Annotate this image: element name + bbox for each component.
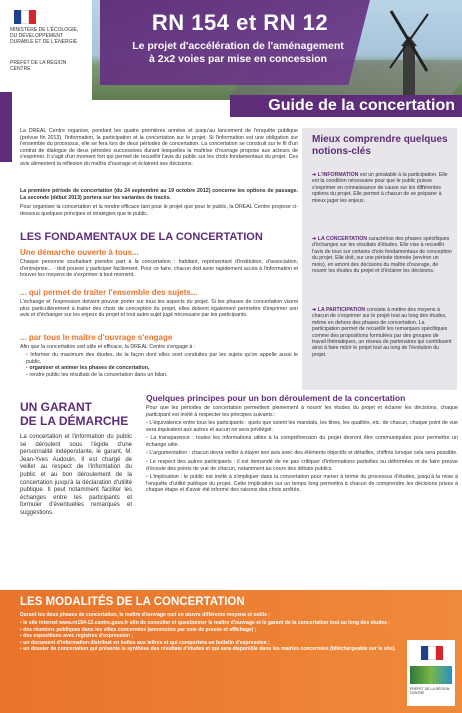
- notions-title-line-1: Mieux comprendre quelques: [312, 134, 448, 145]
- left-strip: [0, 92, 12, 162]
- list-item: • La transparence : toutes les informations utiles à la compréhension du projet devront être communiquées pour permettre un échange utile.: [146, 435, 458, 448]
- principes-title: Quelques principes pour un bon déroulement de la concertation: [146, 393, 406, 403]
- notions-title: [312, 134, 452, 158]
- notion-item: ➔ LA PARTICIPATION consiste à mettre des moyens à chacun de s'exprimer sur le projet tout au long des études, même en dehors des phases de concertation. La participation permet de recueillir les remarques spécifiques comme des propositions formulées par des groupes de travail thématiques, un réseau de partenaires qui contribuent ainsi à faire mûrir le projet tout au long de l'évolution du projet.: [312, 307, 452, 358]
- page-subtitle: [118, 40, 358, 66]
- fondamentaux-heading-1: Une démarche ouverte à tous...: [20, 248, 139, 257]
- garant-title-line-2: DE LA DÉMARCHE: [20, 414, 129, 428]
- engagement-list: [26, 352, 298, 378]
- principes-intro: Pour que les périodes de concertation permettent pleinement à nourrir les études du projet et éclairer les décisions, chaque participant est invité à respecter les principes suivants :: [146, 405, 458, 418]
- list-item: • rendre public les résultats de la concertation dans un bilan.: [26, 371, 168, 378]
- notion-item: ➔ LA CONCERTATION caractérise des phases spécifiques d'échanges sur les résultats d'études. Elle vise à recueillir l'avis de tous sur certains choix fondamentaux de conception du projet. Elle doit, sur une période donnée (environ un mois), en amont des décisions du maître d'ouvrage, de nourrir les études du projet et d'éclairer les décisions.: [312, 236, 452, 275]
- fondamentaux-paragraph-2: L'échange et l'expression doivent pouvoir porter sur tous les aspects du projet. Si les phases de concertation visent plus particulièrement à traiter des choix de conception du projet, elles doivent également permettre d'exprimer son avis et d'échanger sur les enjeux du projet et tout autre sujet jugé nécessaire par les participants.: [20, 299, 298, 319]
- windmill-icon: [388, 6, 430, 96]
- principes-list: [146, 420, 458, 494]
- garant-title: [20, 400, 128, 428]
- page-title: RN 154 et RN 12: [151, 10, 329, 35]
- intro-paragraph-1: La DREAL Centre organise, pendant les quatre premières années et jusqu'au lancement de l'enquête publique (prévue fin 2013), l'information, la participation et la concertation sur le projet. Si l'information est une obligation sur l'ensemble du processus, elle se fera lors de deux périodes de concertation. La concertation se construit sur le fil d'un contrat de dialogue de deux périodes successives durant lesquelles la maîtrise d'ouvrage propose aux acteurs de s'exprimer. Il s'agit d'un moment fort qui permet de recueillir l'avis du public sur les choix fondamentaux du projet. Ces avis alimentent la réflexion du maître d'ouvrage et éclairent ses décisions.: [20, 128, 298, 167]
- prefet-logo: [407, 640, 455, 706]
- prefet-label: PRÉFET DE LA RÉGION CENTRE: [10, 60, 67, 72]
- list-item: • des expositions avec registres d'expression ;: [20, 633, 134, 639]
- garant-paragraph: La concertation et l'information du public se déroulent sous l'égide d'une personnalité indépendante, le garant, M. Jean-Yves Audouin. Il est chargé de veiller au respect de l'information du public et au bon déroulement de la concertation jusqu'à la déclaration d'utilité publique. Il peut notamment faciliter les échanges entre les participants et formuler d'éventuelles remarques et suggestions.: [20, 434, 132, 516]
- list-item: • organiser et animer les phases de concertation,: [26, 365, 150, 372]
- ministry-label: MINISTÈRE DE L'ÉCOLOGIE, DU DÉVELOPPEMENT DURABLE ET DE L'ÉNERGIE: [10, 27, 79, 45]
- fondamentaux-heading-2: ... qui permet de traiter l'ensemble des sujets...: [20, 288, 198, 297]
- logo-stripes: [410, 666, 452, 684]
- list-item: • Informer du maximum des études, de la façon dont elles sont conduites par les sujets qu'on appelle aussi le public,: [26, 352, 299, 365]
- republic-flag-icon: [14, 10, 36, 24]
- garant-title-line-1: UN GARANT: [20, 400, 92, 414]
- list-item: • Le respect des autres participants : il est demandé de ne pas critiquer d'informations partielles ou déformées et de faire preuve d'écoute des points de vue de chacun, notamment au cours des débats publics.: [146, 458, 458, 472]
- list-item: • L'implication : le public est invité à s'impliquer dans la concertation pour mener à terme du processus d'études, jusqu'à la mise à l'enquête d'utilité publique du projet. Cette implication sur un temps long permettra à chacun de comprendre les décisions prises à chaque étape et d'avoir été informé des raisons des choix arrêtés.: [146, 474, 459, 494]
- republic-flag-icon: [421, 646, 443, 660]
- modalites-list: [20, 620, 400, 653]
- subtitle-line-2: à 2x2 voies par mise en concession: [148, 53, 327, 65]
- modalites-intro: Durant les deux phases de concertation, le maître d'ouvrage met en œuvre différents moyens et outils :: [20, 612, 271, 618]
- intro-paragraph-3: Pour organiser la concertation et la rendre efficace tant pour le projet que pour le public, la DREAL Centre propose ci-dessous quelques principes et stratégies que le public.: [20, 204, 298, 217]
- intro-paragraph-2: La première période de concertation (du 24 septembre au 19 octobre 2012) concerne les options de passage. La seconde (début 2013) portera sur les variantes de tracés.: [20, 188, 298, 201]
- list-item: • le site internet www.rn154-12.centre.gouv.fr afin de consulter et questionner le maître d'ouvrage et le garant de la concertation tout au long des études ;: [20, 620, 391, 626]
- logo-caption: PRÉFET DE LA RÉGION CENTRE: [410, 687, 450, 695]
- notion-item: ➔ L'INFORMATION est un préalable à la participation. Elle est la condition nécessaire pour que le public puisse s'exprimer en connaissance de cause sur les différentes options du projet. Elle permet à chacun de se préparer à mieux juger les enjeux.: [312, 172, 448, 204]
- subtitle-line-1: Le projet d'accélération de l'aménagement: [132, 40, 344, 52]
- fondamentaux-heading-3: ... par tous le maître d'ouvrage s'engage: [20, 333, 173, 342]
- fondamentaux-paragraph-1: Chaque personne souhaitant prendre part à la concertation : habitant, représentant d'institution, d'association, d'entreprise... - doit pouvoir y participer facilement. Pour ce faire, chacun doit avoir rapidement accès à l'information et trouver les moyens de s'exprimer à tout moment.: [20, 259, 298, 279]
- fondamentaux-paragraph-3: Afin que la concertation soit utile et efficace, la DREAL Centre s'engage à :: [20, 344, 196, 350]
- list-item: • un dossier de concertation qui présente la synthèse des résultats d'études et qui sera disponible dans les mairies concernées (téléchargeable sur le site).: [20, 646, 396, 652]
- modalites-title: LES MODALITÉS DE LA CONCERTATION: [20, 596, 245, 608]
- list-item: • L'équivalence entre tous les participants : quels que soient les mandats, les titres, les qualités, etc. de chacun, chaque point de vue sera équivalent aux autres et aucun ne sera privilégié.: [146, 420, 459, 433]
- list-item: • un document d'information distribué en boîtes aux lettres et qui comportera un bulletin d'expression ;: [20, 639, 270, 646]
- fondamentaux-title: LES FONDAMENTAUX DE LA CONCERTATION: [20, 231, 263, 243]
- list-item: • L'argumentation : chacun devra veiller à étayer son avis avec des éléments objectifs et détaillés, chiffrés lorsque cela sera possible.: [146, 450, 458, 457]
- guide-title: Guide de la concertation: [268, 97, 455, 114]
- list-item: • des réunions publiques dans les villes concernées (annoncées par voie de presse et affichage) ;: [20, 626, 257, 633]
- notions-title-line-2: notions-clés: [312, 146, 371, 157]
